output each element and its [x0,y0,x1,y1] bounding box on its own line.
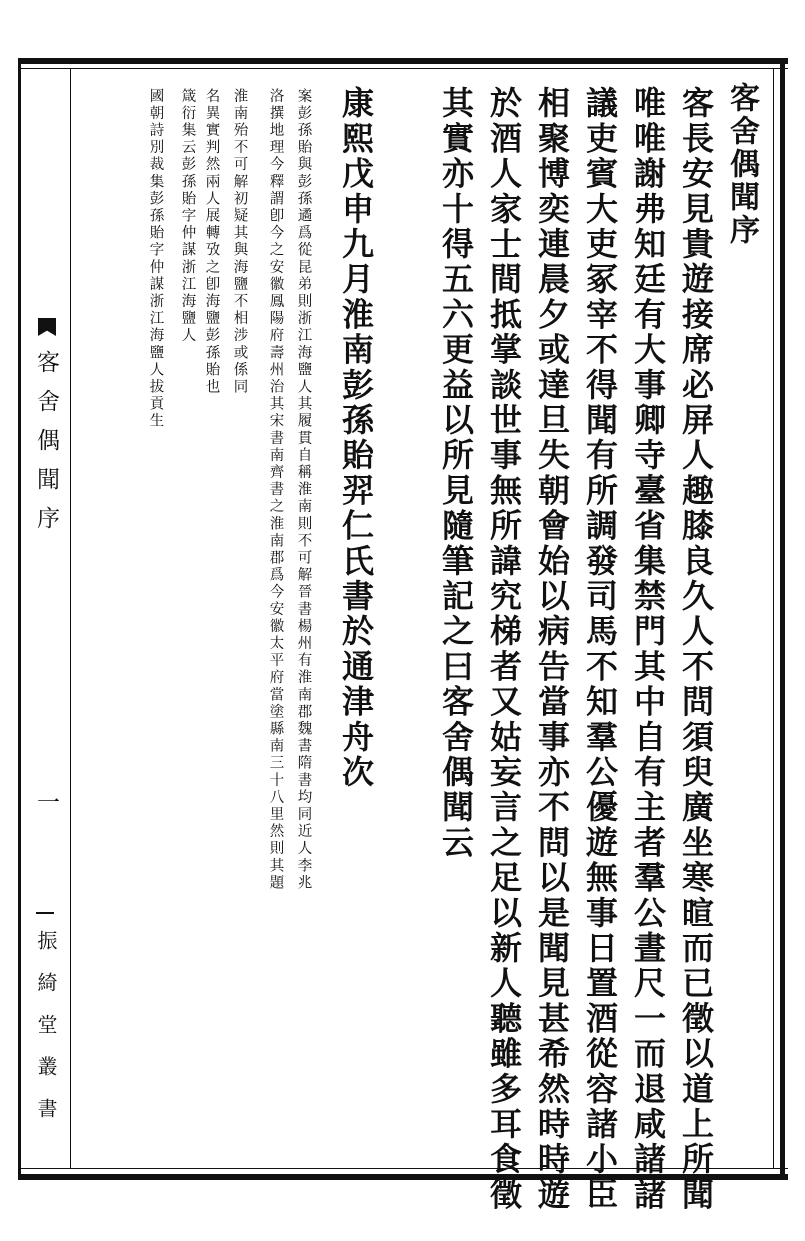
note-line-5: 箴衍集云彭孫貽字仲謀浙江海鹽人 [179,88,196,345]
left-border [18,58,21,1180]
body-line-1: 客長安見貴遊接席必屏人趣膝良久人不問須臾廣坐寒暄而已徵以道上所聞 [677,86,715,1213]
bottom-border-inner [18,1168,788,1169]
note-line-2: 洛撰地理今釋謂卽今之安徽鳳陽府壽州治其宋書南齊書之淮南郡爲今安徽太平府當塗縣南三十八里然則其題 [267,88,284,892]
note-line-1: 案彭孫貽與彭孫遹爲從昆弟則浙江海鹽人其履貫自稱淮南則不可解晉書楊州有淮南郡魏書隋書均同近人李兆 [295,88,312,892]
right-border-inner [773,68,774,1168]
bottom-border [18,1174,788,1180]
body-line-6: 其實亦十得五六更益以所見隨筆記之曰客舍偶聞云 [437,86,475,861]
note-line-6: 國朝詩別裁集彭孫貽字仲謀浙江海鹽人拔貢生 [147,88,164,430]
gutter-page-number: 一 [33,790,59,829]
gutter-publisher: 振綺堂叢書 [34,930,58,1140]
gutter-separator [36,912,54,914]
note-line-4: 名異實判然兩人展轉攷之卽海鹽彭孫貽也 [203,88,220,396]
top-border [18,58,788,64]
note-line-3: 淮南殆不可解初疑其與海鹽不相涉或係同 [231,88,248,396]
top-border-inner [18,68,788,69]
preface-title: 客舍偶聞序 [724,82,759,247]
body-line-2: 唯唯謝弗知廷有大事卿寺臺省集禁門其中自有主者羣公晝尺一而退咸諸諸 [629,86,667,1213]
body-line-7: 康熙戊申九月淮南彭孫貽羿仁氏書於通津舟次 [337,86,375,790]
fish-tail-mark [38,318,56,336]
fold-line [70,68,71,1168]
body-line-5: 於酒人家士間抵掌談世事無所諱究梯者又姑妄言之足以新人聽雖多耳食徵 [485,86,523,1213]
gutter-book-title: 客舍偶聞序 [33,350,59,545]
body-line-3: 議吏賓大吏冢宰不得聞有所調發司馬不知羣公優遊無事日置酒從容諸小臣 [581,86,619,1213]
body-line-4: 相聚博奕連晨夕或達旦失朝會始以病告當事亦不問以是聞見甚希然時時遊 [533,86,571,1213]
right-border [780,58,785,1180]
